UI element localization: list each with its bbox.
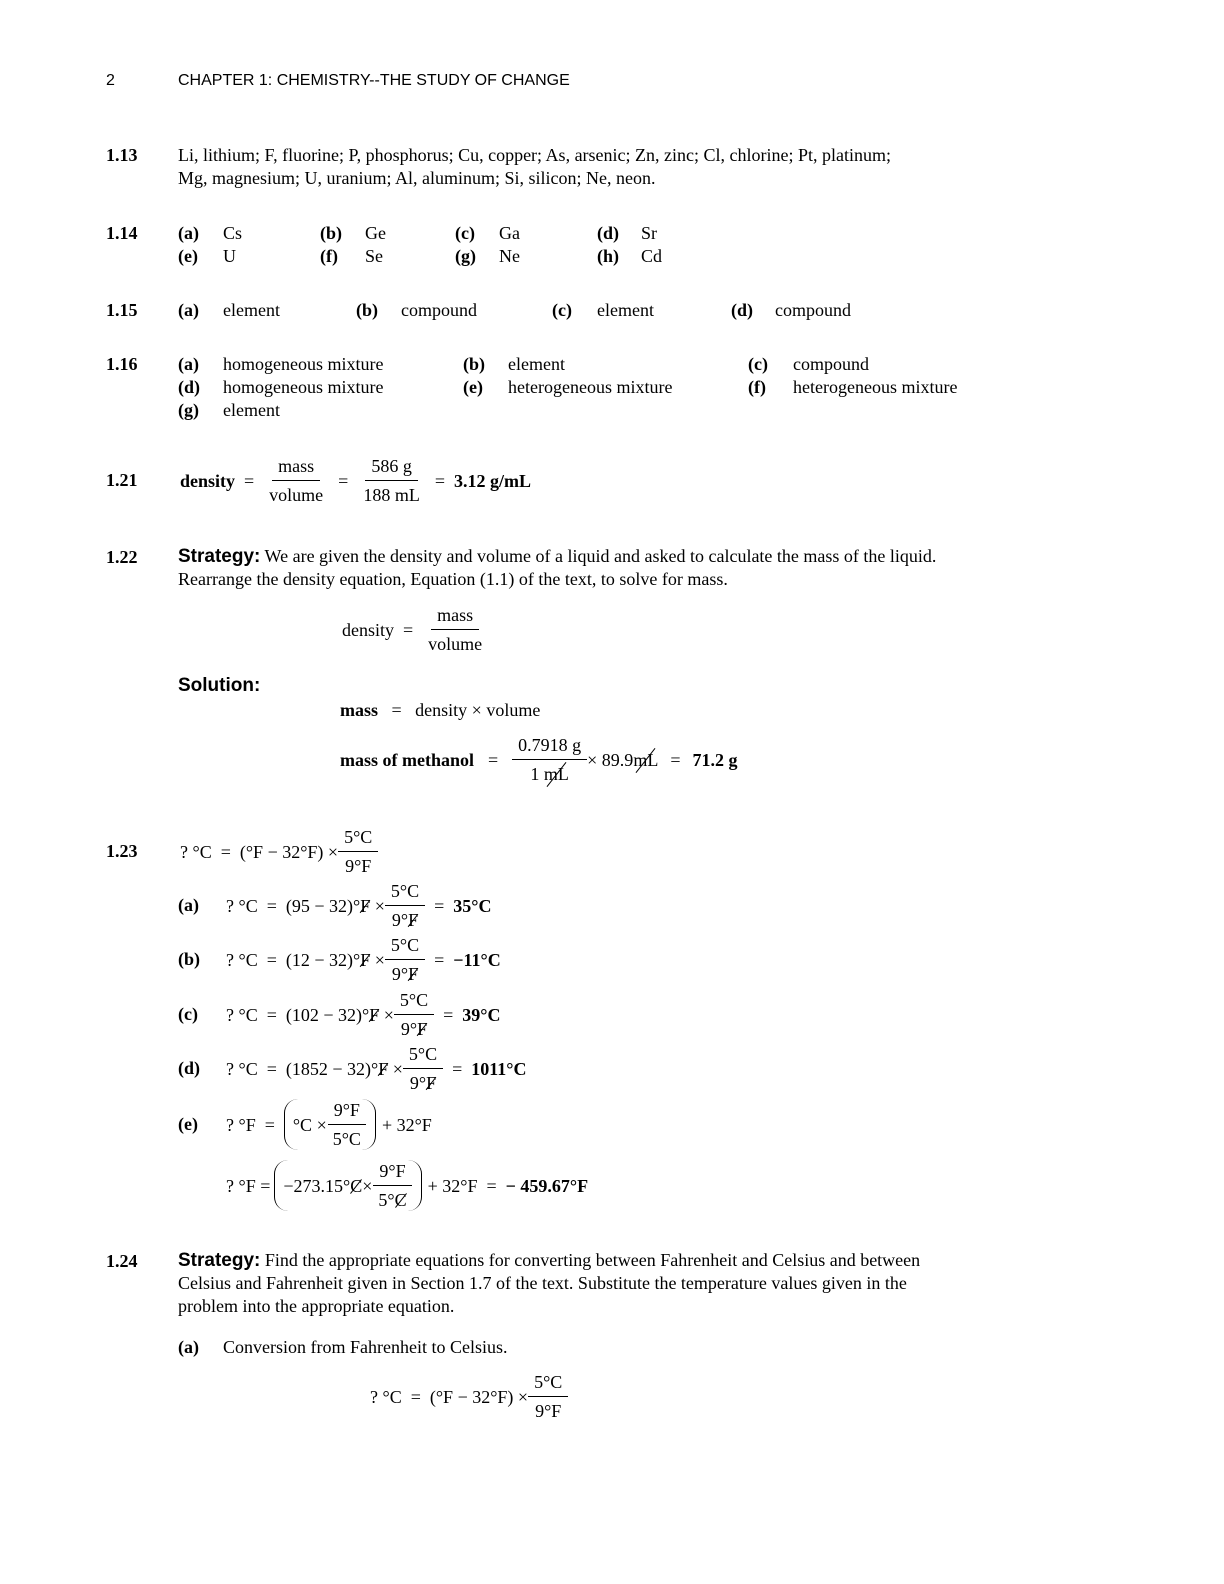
problem-number: 1.16: [106, 354, 138, 374]
conversion-equation: ? °C = (102 − 32)° F × $\frac{5^\circ C}{9^\circ F}$ = 39°C: [226, 990, 501, 1039]
problem-number: 1.21: [106, 470, 138, 490]
item-label: (a): [178, 895, 199, 915]
item-label: (a): [178, 223, 199, 243]
item-label: (e): [463, 377, 483, 397]
item-value: Cs: [223, 223, 243, 243]
item-label: (b): [178, 949, 200, 969]
formula-lhs: ? °C: [226, 949, 258, 970]
conversion-result: 1011°C: [471, 1058, 527, 1079]
formula-rhs: (°F − 32°F) ×: [429, 1386, 529, 1407]
strategy-text: Find the appropriate equations for converting between Fahrenheit and Celsius and between: [264, 1250, 921, 1270]
cancelled-unit: F: [360, 949, 371, 970]
problem-number: 1.23: [106, 841, 138, 861]
item-label: (a): [178, 1337, 199, 1357]
celsius-formula: ? °C = (°F − 32°F) × $\frac{5^\circ C}{9^\circ F}$: [180, 826, 378, 877]
conversion-fraction: $\frac{5^\circ C}{9^\circ F}$: [385, 880, 425, 931]
item-label: (e): [178, 1114, 198, 1134]
parenthesized-term: −273.15° C × $\frac{9^\circ F}{5^\circ C}$: [274, 1160, 421, 1211]
formula-term: °C ×: [292, 1114, 327, 1135]
answer-text-line: Li, lithium; F, fluorine; P, phosphorus; Cu, copper; As, arsenic; Zn, zinc; Cl, chlorine; Pt, platinum;: [178, 145, 891, 165]
cancelled-unit: mL: [633, 749, 659, 770]
cancelled-unit: mL: [543, 764, 569, 784]
strategy-text: Rearrange the density equation, Equation (1.1) of the text, to solve for mass.: [178, 569, 728, 589]
conversion-expression: (102 − 32)°: [285, 1004, 370, 1025]
cancelled-unit: F: [369, 1004, 380, 1025]
absolute-zero-equation: ? °F = −273.15° C × $\frac{9^\circ F}{5^\circ C}$ + 32°F = − 459.67°F: [226, 1161, 589, 1210]
item-value: element: [223, 400, 280, 420]
density-result: 3.12 g/mL: [453, 470, 531, 491]
fraction-numerator: 5°C: [338, 826, 378, 852]
item-value: compound: [401, 300, 477, 320]
item-label: (e): [178, 246, 198, 266]
conversion-fraction: [528, 1371, 568, 1422]
conversion-result: 39°C: [462, 1004, 501, 1025]
problem-number: 1.13: [106, 145, 138, 165]
item-value: compound: [793, 354, 869, 374]
item-value: Ne: [499, 246, 520, 266]
conversion-equation: ? °C = (1852 − 32)° F × $\frac{5^\circ C}{9^\circ F}$ = 1011°C: [226, 1044, 527, 1093]
conversion-fraction: [327, 1099, 367, 1150]
item-value: Ge: [365, 223, 386, 243]
mass-volume-fraction: [263, 455, 329, 506]
item-value: element: [597, 300, 654, 320]
cancelled-unit: C: [350, 1175, 363, 1196]
density-equation: [180, 455, 531, 506]
density-label: density: [180, 470, 236, 491]
conversion-fraction: [338, 826, 378, 877]
item-label: (b): [463, 354, 485, 374]
formula-lhs: ? °C: [226, 1058, 258, 1079]
formula-lhs: ? °C: [180, 841, 212, 862]
equals-sign: =: [434, 470, 445, 491]
item-value: homogeneous mixture: [223, 354, 384, 374]
formula-lhs: ? °F =: [226, 1175, 271, 1196]
fraction-denominator: volume: [269, 485, 324, 505]
item-value: compound: [775, 300, 851, 320]
item-value: element: [223, 300, 280, 320]
strategy-line: [178, 545, 936, 568]
item-label: (a): [178, 300, 199, 320]
fraction-denominator: volume: [428, 634, 483, 654]
item-label: (g): [455, 246, 476, 266]
conversion-fraction: [372, 1160, 412, 1211]
density-fraction: [512, 734, 587, 785]
conversion-fraction: $\frac{5^\circ C}{9^\circ F}$: [385, 934, 425, 985]
formula-rhs: (°F − 32°F) ×: [239, 841, 339, 862]
fraction-numerator: 0.7918 g: [512, 734, 587, 760]
conversion-equation: ? °C = (12 − 32)° F × $\frac{5^\circ C}{9^\circ F}$ = −11°C: [226, 935, 501, 984]
conversion-result: − 459.67°F: [505, 1175, 589, 1196]
problem-number: 1.24: [106, 1251, 138, 1271]
solution-label: Solution:: [178, 675, 261, 696]
item-label: (f): [320, 246, 338, 266]
strategy-label: Strategy:: [178, 1250, 261, 1271]
fraction-numerator: 9°F: [328, 1099, 366, 1125]
item-label: (c): [455, 223, 475, 243]
fraction-numerator: 5°C: [528, 1371, 568, 1397]
item-value: heterogeneous mixture: [508, 377, 673, 397]
methanol-label: mass of methanol: [340, 749, 474, 770]
fraction-denominator: 5°C: [332, 1129, 361, 1149]
problem-number: 1.14: [106, 223, 138, 243]
cancelled-unit: F: [360, 895, 371, 916]
celsius-formula: ? °C = (°F − 32°F) × $\frac{5^\circ C}{9^\circ F}$: [370, 1371, 568, 1422]
item-label: (d): [597, 223, 619, 243]
item-label: (c): [552, 300, 572, 320]
fraction-denominator: 1 mL: [530, 764, 569, 784]
item-label: (d): [731, 300, 753, 320]
strategy-text: Celsius and Fahrenheit given in Section 1.7 of the text. Substitute the temperature values given in the: [178, 1273, 907, 1293]
formula-term: + 32°F: [427, 1175, 478, 1196]
item-label: (c): [748, 354, 768, 374]
page-number: 2: [106, 72, 115, 89]
item-value: heterogeneous mixture: [793, 377, 958, 397]
fraction-numerator: 586 g: [365, 455, 418, 481]
density-formula: density = $\frac{\text{mass}}{\text{volume}}$: [342, 604, 488, 655]
parenthesized-term: [284, 1099, 376, 1150]
item-value: Sr: [641, 223, 658, 243]
chapter-header: CHAPTER 1: CHEMISTRY--THE STUDY OF CHANGE: [178, 72, 570, 89]
mass-volume-fraction: [422, 604, 488, 655]
item-label: (d): [178, 377, 200, 397]
conversion-expression: (1852 − 32)°: [285, 1058, 379, 1079]
formula-term: + 32°F: [381, 1114, 432, 1135]
item-label: (g): [178, 400, 199, 420]
item-value: Se: [365, 246, 383, 266]
formula-lhs: ? °C: [226, 1004, 258, 1025]
item-value: Ga: [499, 223, 520, 243]
mass-equation: mass = density × volume: [340, 700, 541, 720]
item-label: (f): [748, 377, 766, 397]
values-fraction: [357, 455, 426, 506]
item-label: (b): [356, 300, 378, 320]
item-label: (b): [320, 223, 342, 243]
item-label: (h): [597, 246, 619, 266]
conversion-result: 35°C: [453, 895, 492, 916]
item-value: Cd: [641, 246, 663, 266]
item-value: U: [223, 246, 236, 266]
fraction-denominator: 5°C: [378, 1190, 407, 1210]
conversion-expression: (95 − 32)°: [285, 895, 361, 916]
strategy-label: Strategy:: [178, 546, 261, 567]
conversion-fraction: $\frac{5^\circ C}{9^\circ F}$: [394, 989, 434, 1040]
mass-label: mass: [340, 700, 379, 720]
fraction-numerator: mass: [431, 604, 479, 630]
strategy-text: problem into the appropriate equation.: [178, 1296, 455, 1316]
formula-lhs: ? °C: [226, 895, 258, 916]
density-label: density: [342, 619, 394, 640]
cancelled-unit: F: [378, 1058, 389, 1079]
formula-lhs: ? °C: [370, 1386, 402, 1407]
item-label: (d): [178, 1058, 200, 1078]
fraction-denominator: 9°F: [535, 1401, 562, 1421]
fraction-numerator: 9°F: [373, 1160, 411, 1186]
methanol-equation: mass of methanol = $\frac{0.7918 g}{1 mL}$ × 89.9 mL = 71.2 g: [340, 735, 738, 784]
mass-formula: density × volume: [415, 700, 541, 720]
volume-factor: × 89.9: [587, 749, 634, 770]
problem-number: 1.22: [106, 547, 138, 567]
formula-lhs: ? °F: [226, 1114, 256, 1135]
item-label: (a): [178, 354, 199, 374]
fraction-numerator: mass: [272, 455, 320, 481]
strategy-line: [178, 1249, 920, 1272]
conversion-result: −11°C: [453, 949, 501, 970]
answer-text-line: Mg, magnesium; U, uranium; Al, aluminum; Si, silicon; Ne, neon.: [178, 168, 656, 188]
fraction-denominator: 188 mL: [363, 485, 420, 505]
fraction-denominator: 9°F: [345, 856, 372, 876]
strategy-text: We are given the density and volume of a liquid and asked to calculate the mass of the liquid.: [264, 546, 937, 566]
item-value: homogeneous mixture: [223, 377, 384, 397]
conversion-equation: ? °C = (95 − 32)° F × $\frac{5^\circ C}{9^\circ F}$ = 35°C: [226, 881, 492, 930]
item-value: Conversion from Fahrenheit to Celsius.: [223, 1337, 508, 1357]
methanol-result: 71.2 g: [692, 749, 738, 770]
item-value: element: [508, 354, 565, 374]
fahrenheit-formula: ? °F = °C × $\frac{9^\circ F}{5^\circ C}$ + 32°F: [226, 1100, 432, 1149]
item-label: (c): [178, 1004, 198, 1024]
equals-sign: =: [244, 470, 255, 491]
problem-number: 1.15: [106, 300, 138, 320]
formula-term: −273.15°: [283, 1175, 351, 1196]
conversion-expression: (12 − 32)°: [285, 949, 361, 970]
conversion-fraction: $\frac{5^\circ C}{9^\circ F}$: [403, 1043, 443, 1094]
equals-sign: =: [338, 470, 349, 491]
